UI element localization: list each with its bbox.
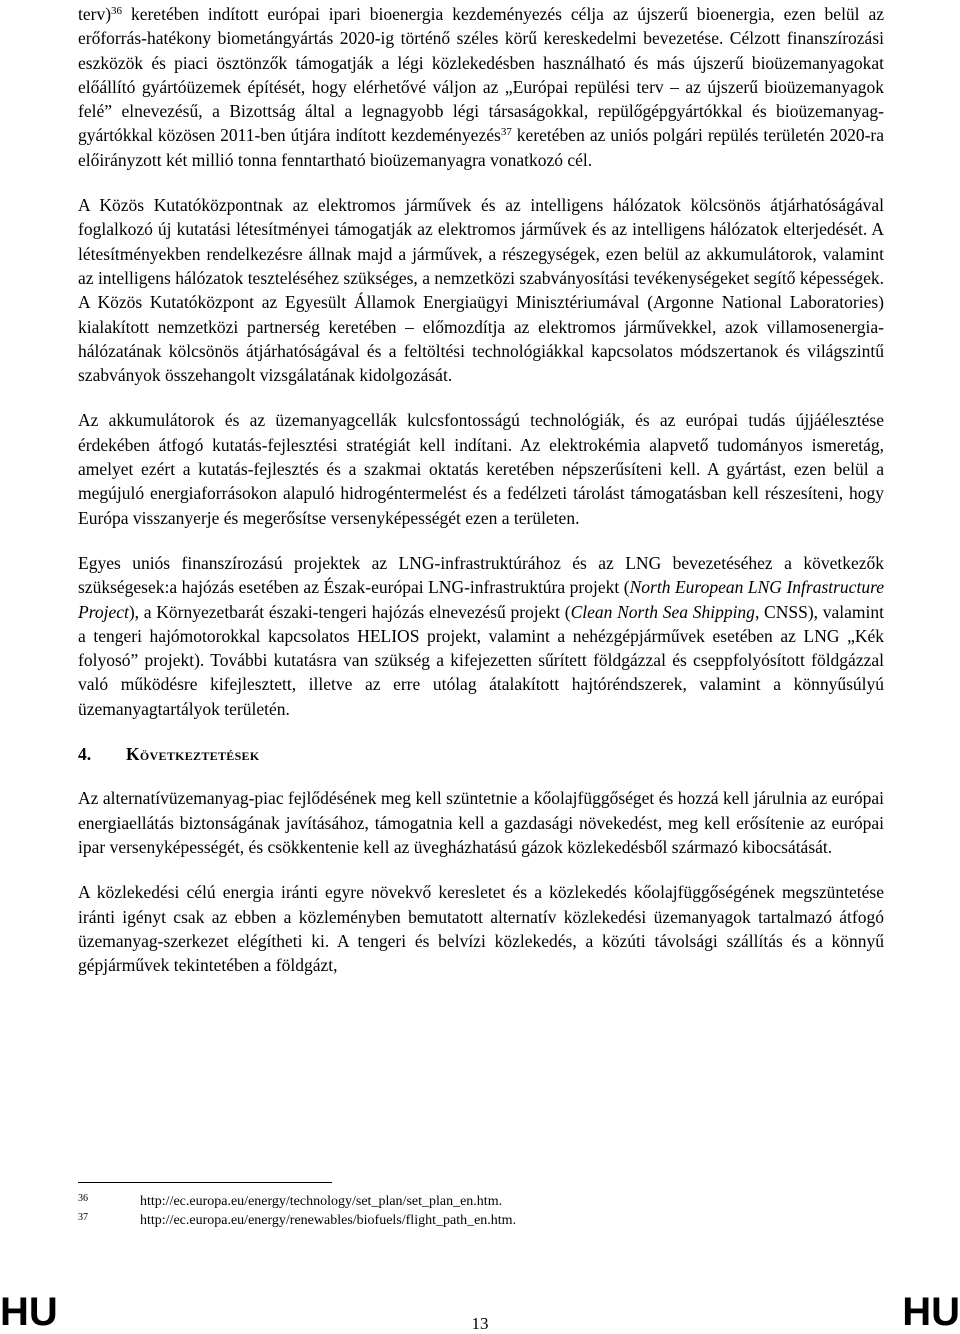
paragraph-text: keretében az uniós polgári repülés területén 2020-ra előirányzott két millió tonna fenntartható bioüzemanyagra vonatkozó cél. [78,125,884,170]
footer-language-label-right: HU [902,1290,960,1334]
footnote-separator [78,1182,332,1183]
footnote-number: 37 [78,1212,88,1223]
document-body [78,2,884,998]
footnote-number: 36 [78,1193,88,1204]
footer-language-label-left: HU [0,1290,58,1334]
paragraph-text: ), a Környezetbarát északi-tengeri hajózás elnevezésű projekt ( [128,601,571,622]
paragraph-lng [78,551,884,721]
section-number: 4. [78,744,92,765]
paragraph-conclusion-1: Az alternatívüzemanyag-piac fejlődésének meg kell szüntetnie a kőolajfüggőséget és hozzá kell járulnia az európai energiaellátás biztonságának javításához, támogatnia kell a gazdasági növekedést, meg kell erősítenie az európai ipar versenyképességét, és csökkentenie kell az üvegházhatású gázok közlekedésből származó kibocsátását. [78,788,884,857]
footnote-link[interactable]: http://ec.europa.eu/energy/technology/set_plan/set_plan_en.htm. [140,1194,503,1209]
footnote-item [78,1192,884,1211]
page-number: 13 [471,1314,489,1333]
paragraph-text: Egyes uniós finanszírozású projektek az LNG-infrastruktúrához és az LNG bevezetéséhez a következők szükségesek:a hajózás esetében az Észak-európai LNG-infrastruktúra projekt ( [78,552,884,598]
footnote-link[interactable]: http://ec.europa.eu/energy/renewables/biofuels/flight_path_en.htm. [140,1213,517,1228]
paragraph-conclusion-2: A közlekedési célú energia iránti egyre növekvő keresletet és a közlekedés kőolajfüggőségének megszüntetése iránti igényt csak az ebben a közleményben bemutatott alternatív közlekedési üzemanyagok tartalmazó átfogó üzemanyag-szerkezet elégítheti ki. A tengeri és belvízi közlekedés, a közúti távolsági szállítás és a könnyű gépjárművek tekintetében a földgázt, [78,882,884,976]
paragraph-text: terv) [78,4,112,24]
paragraph-batteries: Az akkumulátorok és az üzemanyagcellák kulcsfontosságú technológiák, és az európai tudás újjáélesztése érdekében átfogó kutatás-fejlesztési stratégiát kell indítani. Az elektrokémia alapvető tudományos ismeretág, amelyet ezért a kutatás-fejlesztés és a szakmai oktatás keretében népszerűsíteni kell. A gyártást, ezen belül a megújuló energiaforrásokon alapuló hidrogéntermelést és a fedélzeti tárolást támogatásban kell részesíteni, hogy Európa visszanyerje és megerősítse versenyképességét ezen a területen. [78,410,884,528]
paragraph-jrc: A Közös Kutatóközpontnak az elektromos járművek és az intelligens hálózatok kölcsönös átjárhatóságával foglalkozó új kutatási létesítményei támogatják az elektromos járművek és az intelligens hálózatok elterjedését. A létesítményekben rendelkezésre állnak majd a járművek, a részegységek, ezen belül az akkumulátorok, valamint az intelligens hálózatok teszteléséhez szükséges, a nemzetközi szabványosítási tevékenységeket segítő képességek. A Közös Kutatóközpont az Egyesült Államok Energiaügyi Minisztériumával (Argonne National Laboratories) kialakított nemzetközi partnerség keretében – előmozdítja az elektromos járművekkel, azok villamosenergia-hálózatának kölcsönös átjárhatóságával és a feltöltési technológiákkal kapcsolatos módszertanok és világszintű szabványok összehangolt vizsgálatának kidolgozását. [78,195,884,386]
paragraph-eibi [78,2,884,172]
project-name-italic: Clean North Sea Shipping [570,601,755,622]
footnote-ref-36[interactable]: 36 [111,5,123,17]
section-heading [78,742,884,766]
footnotes [78,1192,884,1230]
project-name-italic: North European LNG Infrastructure Project [78,577,884,622]
paragraph-text: , CNSS), valamint a tengeri hajómotorokkal kapcsolatos HELIOS projekt, valamint a nehézgépjárművek esetében az LNG „Kék folyosó” projekt). További kutatásra van szükség a kifejezetten sűrített földgázzal és cseppfolyósított földgázzal való működésre kifejlesztett, illetve az erre utólag átalakított hajtóréndszerek, valamint a könnyűsúlyú üzemanyagtartályok területén. [78,601,884,719]
section-title: Következtetések [126,744,260,765]
footnote-item [78,1211,884,1230]
paragraph-text: keretében indított európai ipari bioenergia kezdeményezés célja az újszerű bioenergia, ezen belül az erőforrás-hatékony biometángyártás 2020-ig történő széles körű kereskedelmi bevezetése. Célzott finanszírozási eszközök és piaci ösztönzők támogatják a légi közlekedésben használható és más újszerű bioüzemanyagokat előállító gyártóüzemek építését, hogy elérhetővé váljon az „Európai repülési terv – az újszerű bioüzemanyagok felé” elnevezésű, a Bizottság által a legnagyobb légi társaságokkal, repülőgépgyártókkal és bioüzemanyag-gyártókkal közösen 2011-ben útjára indított kezdeményezés [78,4,884,146]
footnote-ref-37[interactable]: 37 [500,126,512,139]
